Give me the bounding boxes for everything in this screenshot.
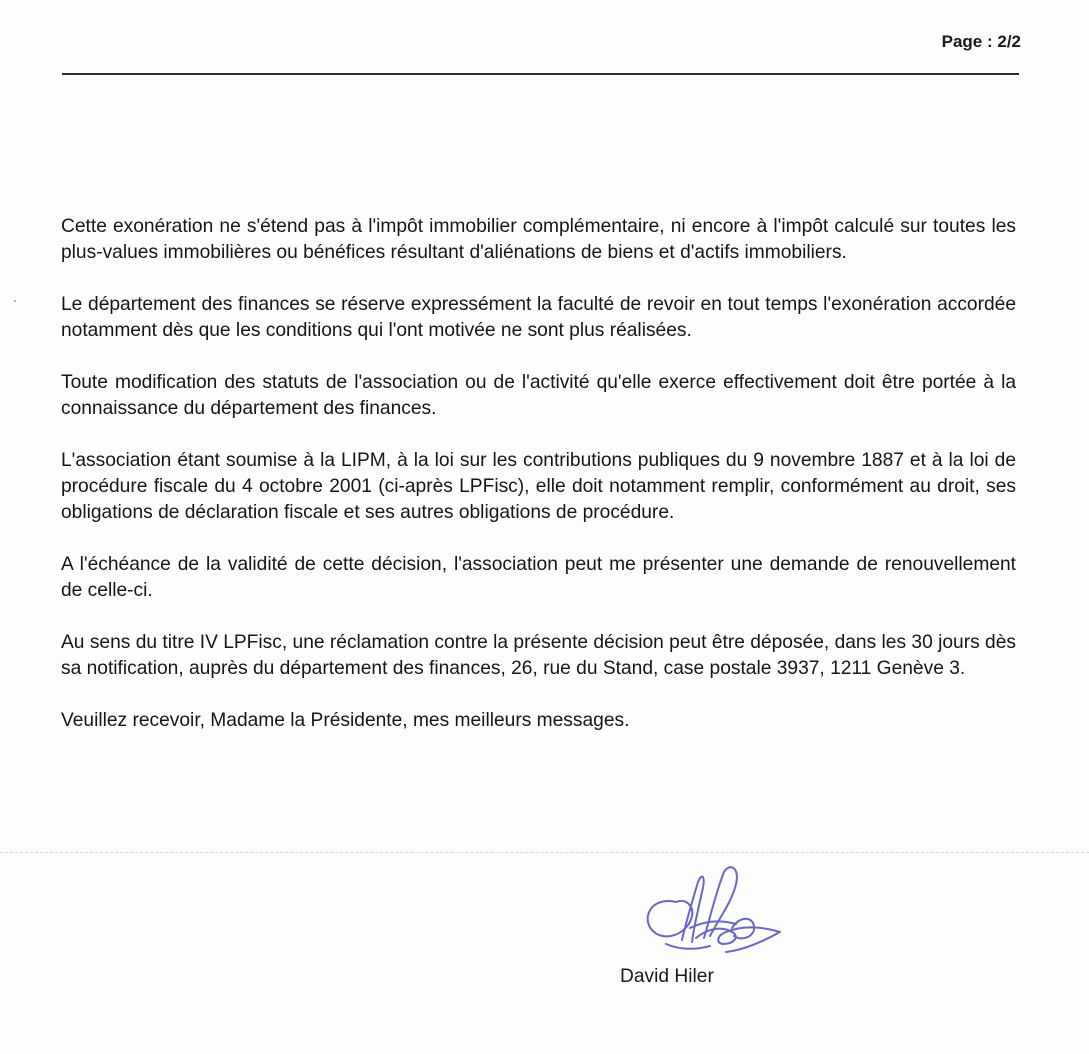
paragraph-obligations: L'association étant soumise à la LIPM, à la loi sur les contributions publiques du 9 novembre 1887 et à la loi de procédure fiscale du 4 octobre 2001 (ci-après LPFisc), elle doit notamment remplir, conformément au droit, ses obligations de déclaration fiscale et ses autres obligations de procédure.: [61, 450, 1016, 523]
paragraph-statute-changes: Toute modification des statuts de l'association ou de l'activité qu'elle exerce effectivement doit être portée à la connaissance du département des finances.: [61, 372, 1016, 419]
paragraph-closing: Veuillez recevoir, Madame la Présidente, mes meilleurs messages.: [61, 710, 630, 731]
signatory-name: David Hiler: [620, 966, 714, 987]
paragraph-renewal: A l'échéance de la validité de cette décision, l'association peut me présenter une demande de renouvellement de celle-ci.: [61, 554, 1016, 601]
fold-line: [0, 852, 1089, 853]
scan-speck: [14, 300, 16, 302]
page-number: Page : 2/2: [941, 32, 1021, 51]
paragraph-review-right: Le département des finances se réserve expressément la faculté de revoir en tout temps l'exonération accordée notamment dès que les conditions qui l'ont motivée ne sont plus réalisées.: [61, 294, 1016, 341]
letter-body: [61, 214, 1016, 760]
paragraph-appeal: Au sens du titre IV LPFisc, une réclamation contre la présente décision peut être déposée, dans les 30 jours dès sa notification, auprès du département des finances, 26, rue du Stand, case postale 3937, 1211 Genève 3.: [61, 632, 1016, 679]
paragraph-exemption-scope: Cette exonération ne s'étend pas à l'impôt immobilier complémentaire, ni encore à l'impôt calculé sur toutes les plus-values immobilières ou bénéfices résultant d'aliénations de biens et d'actifs immobiliers.: [61, 216, 1016, 263]
header-divider: [62, 73, 1019, 75]
handwritten-signature-icon: [636, 862, 786, 972]
